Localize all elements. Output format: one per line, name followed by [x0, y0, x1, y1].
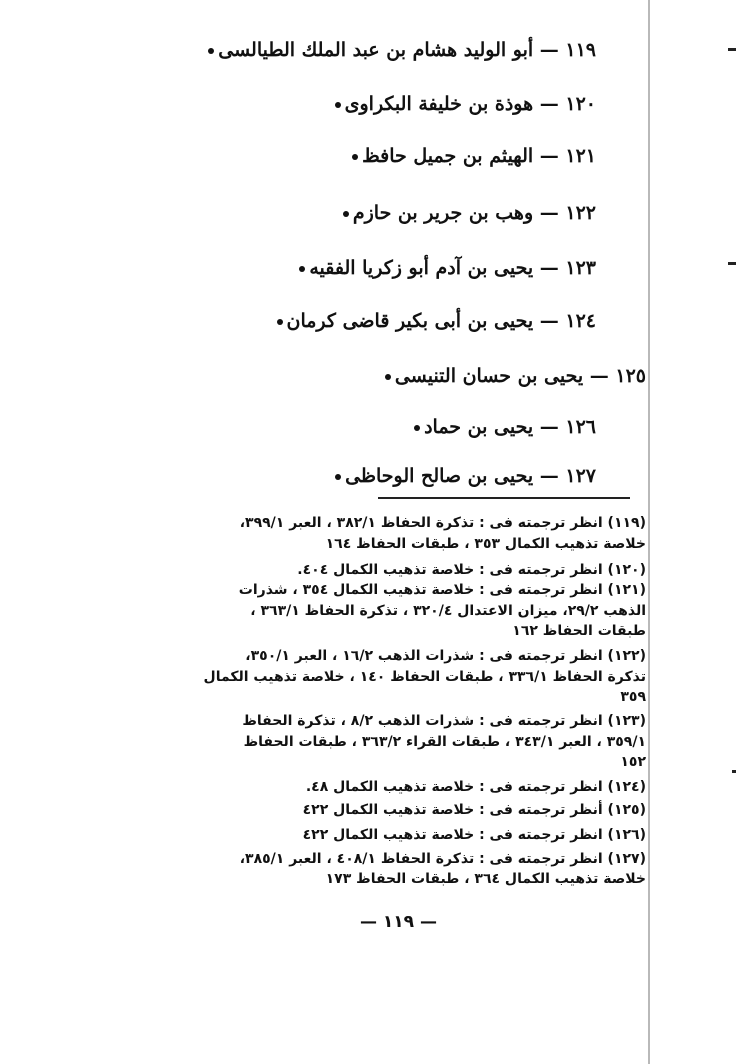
edge-mark [732, 770, 736, 773]
footnote-line: الذهب ٢٩/٢، ميزان الاعتدال ٣٢٠/٤ ، تذكرة الحفاظ ٣٦٣/١ ، [250, 603, 646, 619]
footnote-line: (١١٩) انظر ترجمته فى : تذكرة الحفاظ ٣٨٢/١ ، العبر ٣٩٩/١، [239, 515, 646, 531]
footnote-line: (١٢٥) أنظر ترجمته فى : خلاصة تذهيب الكمال ٤٢٢ [302, 802, 646, 818]
entry-123: ١٢٣ — يحيى بن آدم أبو زكريا الفقيه [299, 256, 596, 280]
footnote-line: (١٢٣) انظر ترجمته فى : شذرات الذهب ٨/٢ ، تذكرة الحفاظ [242, 713, 646, 729]
edge-mark [728, 262, 736, 265]
footnote-line: (١٢٤) انظر ترجمته فى : خلاصة تذهيب الكمال ٤٨. [305, 779, 646, 795]
edge-mark [728, 48, 736, 51]
entry-120: ١٢٠ — هوذة بن خليفة البكراوى [335, 92, 596, 116]
page-number: — ١١٩ — [360, 912, 437, 932]
entry-122: ١٢٢ — وهب بن جرير بن حازم [343, 201, 596, 225]
footnote-line: ٣٥٩/١ ، العبر ٣٤٣/١ ، طبقات القراء ٣٦٣/٢ ، طبقات الحفاظ [243, 734, 646, 750]
footnote-line: تذكرة الحفاظ ٣٣٦/١ ، طبقات الحفاظ ١٤٠ ، خلاصة تذهيب الكمال [203, 669, 646, 685]
entry-124: ١٢٤ — يحيى بن أبى بكير قاضى كرمان [277, 309, 597, 333]
footnote-separator [378, 497, 630, 499]
footnote-line: خلاصة تذهيب الكمال ٣٥٣ ، طبقات الحفاظ ١٦٤ [325, 536, 646, 552]
footnote-line: (١٢٧) انظر ترجمته فى : تذكرة الحفاظ ٤٠٨/١ ، العبر ٣٨٥/١، [239, 851, 646, 867]
footnote-line: (١٢٠) انظر ترجمته فى : خلاصة تذهيب الكمال ٤٠٤. [297, 562, 646, 578]
entry-119: ١١٩ — أبو الوليد هشام بن عبد الملك الطيالسى [208, 38, 596, 62]
footnote-line: (١٢٢) انظر ترجمته فى : شذرات الذهب ١٦/٢ ، العبر ٣٥٠/١، [245, 648, 646, 664]
page-edge-line [648, 0, 650, 1064]
footnote-line: ١٥٢ [620, 754, 646, 770]
footnote-line: خلاصة تذهيب الكمال ٣٦٤ ، طبقات الحفاظ ١٧٣ [325, 871, 646, 887]
footnote-line: (١٢١) انظر ترجمته فى : خلاصة تذهيب الكمال ٣٥٤ ، شذرات [238, 582, 646, 598]
entry-127: ١٢٧ — يحيى بن صالح الوحاظى [335, 464, 596, 488]
footnote-line: ٣٥٩ [620, 689, 646, 705]
footnote-line: طبقات الحفاظ ١٦٢ [512, 623, 646, 639]
footnote-line: (١٢٦) انظر ترجمته فى : خلاصة تذهيب الكمال ٤٢٢ [302, 827, 646, 843]
entry-125: ١٢٥ — يحيى بن حسان التنيسى [385, 364, 646, 388]
entry-126: ١٢٦ — يحيى بن حماد [414, 415, 596, 439]
entry-121: ١٢١ — الهيثم بن جميل حافظ [352, 144, 596, 168]
